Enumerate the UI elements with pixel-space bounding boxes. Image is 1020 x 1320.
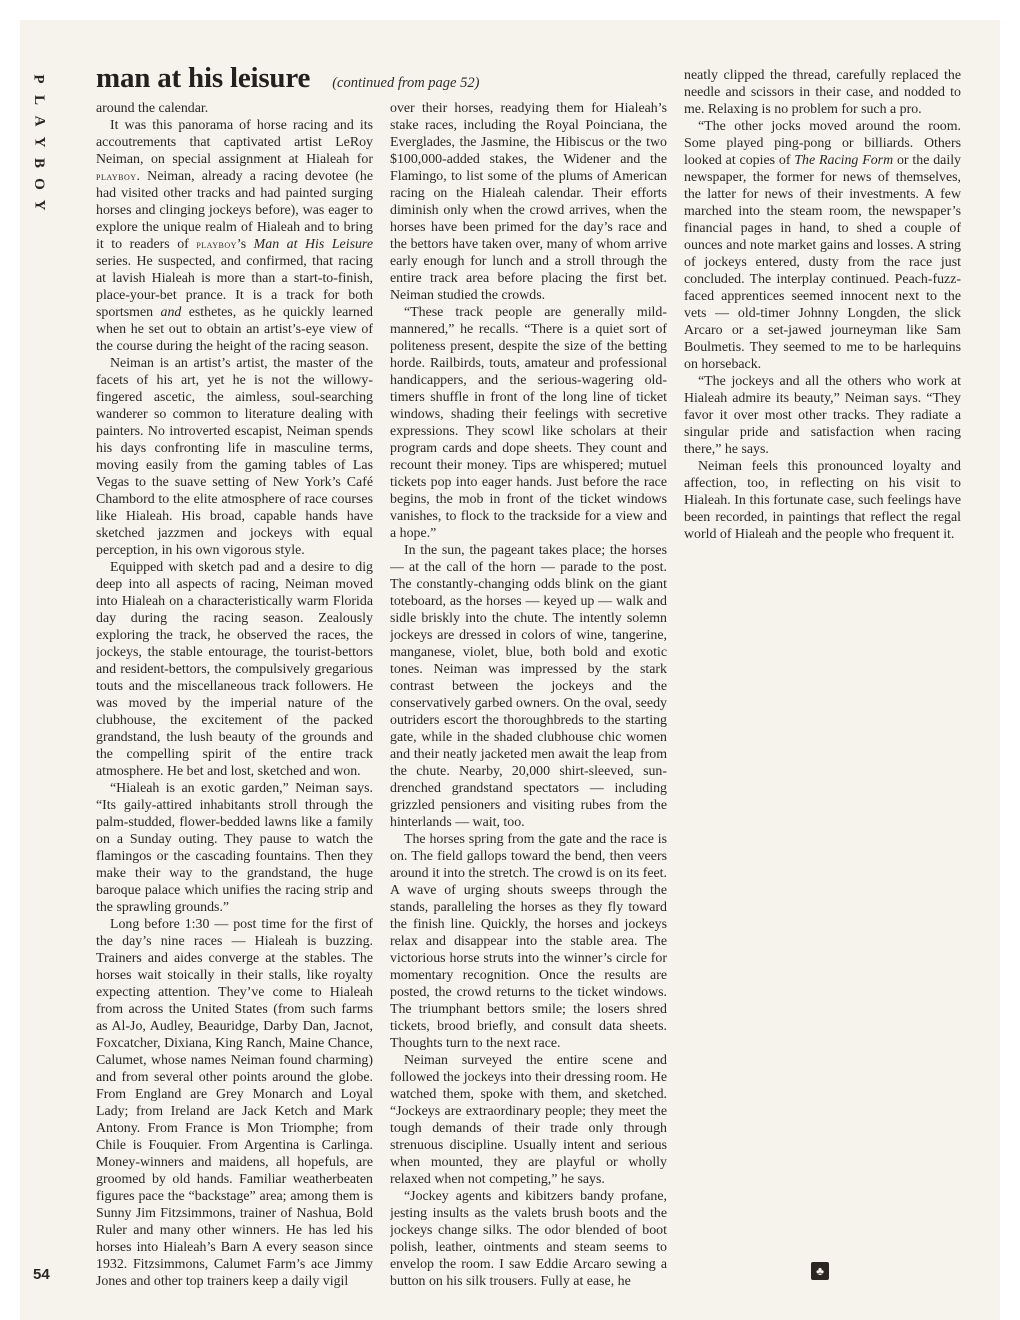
text-run: series. He suspected, and confirmed, that racing at lavish Hialeah is more than a start-to-finish, place-your-bet prance. It is a track for both sportsmen xyxy=(96,254,373,320)
text-run: ’s xyxy=(236,237,254,252)
text-run: “Hialeah is an exotic garden,” Neiman says. “Its gaily-attired inhabitants stroll through the palm-studded, flower-bedded lawns like a family on a Sunday outing. They pause to watch the flamingos or the cascading fountains. Then they make their way to the grandstand, the huge baroque palace which unifies the racing strip and the sprawling grounds.” xyxy=(96,781,373,915)
text-run: “These track people are generally mild-mannered,” he recalls. “There is a quiet sort of politeness present, despite the size of the betting horde. Railbirds, touts, amateur and professional handicappers, and the serious-wagering old-timers shuffle in front of the long line of ticket windows, shading their feelings with secretive expressions. They scowl like scholars at their program cards and dope sheets. They count and recount their money. Tips are whispered; mutuel tickets pop into eager hands. Just before the race begins, the mob in front of the ticket windows vanishes, to flock to the trackside for a view and a hope.” xyxy=(390,305,667,541)
paragraph xyxy=(390,1188,667,1290)
magazine-name-vertical xyxy=(28,72,50,212)
article-title: man at his leisure xyxy=(96,62,311,94)
text-run: Equipped with sketch pad and a desire to dig deep into all aspects of racing, Neiman moved into Hialeah on a characteristically warm Florida day during the racing season. Zealously exploring the track, he observed the races, the jockeys, the stable entourage, the tourist-bettors and resident-bettors, the compulsively gregarious touts and the miscellaneous track followers. He was moved by the imperial nature of the clubhouse, the excitement of the packed grandstand, the lush beauty of the grounds and the compelling spirit of the entire track atmosphere. He bet and lost, sketched and won. xyxy=(96,560,373,779)
page-number: 54 xyxy=(33,1266,50,1283)
paragraph xyxy=(390,1052,667,1188)
continued-note: (continued from page 52) xyxy=(332,75,480,91)
paragraph xyxy=(96,100,373,117)
paragraph xyxy=(390,542,667,831)
paragraph xyxy=(684,373,961,458)
paragraph xyxy=(390,831,667,1052)
magazine-name-inline: playboy xyxy=(96,169,137,183)
text-run: over their horses, readying them for Hialeah’s stake races, including the Royal Poinciana, the Everglades, the Jasmine, the Hibiscus or the two $100,000-added stakes, the Widener and the Flamingo, to list some of the plums of American racing on the Hialeah calendar. Their efforts diminish only when the crowd arrives, when the horses have been primed for the day’s race and the bettors have taken over, many of whom arrive early enough for lunch and a stroll through the entire track area before placing the first bet. Neiman studied the crowds. xyxy=(390,101,667,303)
text-run: “Jockey agents and kibitzers bandy profane, jesting insults as the valets brush boots and the jockeys change silks. The odor blended of boot polish, leather, ointments and steam seems to envelop the room. I saw Eddie Arcaro sewing a button on his silk trousers. Fully at ease, he xyxy=(390,1189,667,1289)
text-column-2 xyxy=(390,100,667,1290)
magazine-name-letter: B xyxy=(30,157,47,169)
text-run: or the daily newspaper, the former for news of themselves, the latter for news of their investments. A few marched into the steam room, the newspaper’s financial pages in hand, to shed a couple of ounces and note market gains and losses. A string of jockeys entered, dusty from the race just concluded. The interplay continued. Peach-fuzz-faced apprentices seemed innocent next to the vets — old-timer Johnny Longden, the slick Arcaro or a set-jawed journeyman like Sam Boulmetis. They seemed to me to be harlequins on horseback. xyxy=(684,153,961,372)
text-run: Neiman is an artist’s artist, the master of the facets of his art, yet he is not the willowy-fingered ascetic, the aimless, soul-searching wanderer so common to literature dealing with painters. No introverted escapist, Neiman spends his days confronting life in masculine terms, moving easily from the gaming tables of Las Vegas to the suave setting of New York’s Café Chambord to the elite atmosphere of race courses like Hialeah. His broad, capable hands have sketched jazzmen and jockeys with equal perception, in his own vigorous style. xyxy=(96,356,373,558)
paragraph xyxy=(684,118,961,373)
italic-title: and xyxy=(160,305,182,320)
paragraph xyxy=(684,458,961,543)
paragraph xyxy=(390,100,667,304)
text-run: neatly clipped the thread, carefully replaced the needle and scissors in their case, and nodded to me. Relaxing is no problem for such a pro. xyxy=(684,68,961,117)
text-run: Neiman feels this pronounced loyalty and affection, too, in reflecting on his visit to Hialeah. In this fortunate case, such feelings have been recorded, in paintings that reflect the regal world of Hialeah and the people who frequent it. xyxy=(684,459,961,542)
paragraph xyxy=(96,355,373,559)
magazine-name-letter: A xyxy=(31,115,47,127)
text-column-1 xyxy=(96,100,373,1290)
magazine-name-letter: L xyxy=(30,94,47,106)
rabbit-end-mark-icon: ♣ xyxy=(811,1262,829,1280)
text-run: “The other jocks moved around the room. Some played ping-pong or billiards. Others looked at copies of xyxy=(684,119,961,168)
paragraph xyxy=(96,916,373,1290)
italic-title: The Racing Form xyxy=(794,153,894,168)
magazine-name-letter: P xyxy=(30,74,47,84)
text-run: The horses spring from the gate and the race is on. The field gallops toward the bend, then veers around it into the stretch. The crowd is on its feet. A wave of urging shouts sweeps through the stands, paralleling the horses as they fly toward the finish line. Quickly, the horses and jockeys relax and disappear into the stable area. The victorious horse struts into the winner’s circle for momentary recognition. Once the results are posted, the crowd returns to the ticket windows. The triumphant bettors smile; the losers shred tickets, brood briefly, and consult data sheets. Thoughts turn to the next race. xyxy=(390,832,667,1051)
text-column-3 xyxy=(684,67,961,1257)
article-headline xyxy=(96,62,656,102)
paragraph xyxy=(684,67,961,118)
magazine-name-letter: Y xyxy=(31,136,47,148)
paragraph xyxy=(390,304,667,542)
text-run: esthetes, as he quickly learned when he set out to obtain an artist’s-eye view of the course during the height of the racing season. xyxy=(96,305,373,354)
magazine-name-inline: playboy xyxy=(196,237,237,251)
paragraph xyxy=(96,117,373,355)
text-run: “The jockeys and all the others who work at Hialeah admire its beauty,” Neiman says. “They favor it over most other tracks. They radiate a singular pride and satisfaction when racing there,” he says. xyxy=(684,374,961,457)
text-run: around the calendar. xyxy=(96,101,209,116)
paragraph xyxy=(96,559,373,780)
italic-title: Man at His Leisure xyxy=(253,237,373,252)
paragraph xyxy=(96,780,373,916)
text-run: It was this panorama of horse racing and its accoutrements that captivated artist LeRoy Neiman, on special assignment at Hialeah for xyxy=(96,118,373,167)
text-run: Long before 1:30 — post time for the first of the day’s nine races — Hialeah is buzzing. Trainers and aides converge at the stables. The horses wait stoically in their stalls, like royalty expecting attention. They’ve come to Hialeah from across the United States (from such farms as Al-Jo, Audley, Beauridge, Darby Dan, Jacnot, Foxcatcher, Dixiana, King Ranch, Maine Chance, Calumet, whose names Neiman found charming) and from several other points around the globe. From England are Grey Monarch and Loyal Lady; from Ireland are Jack Ketch and Mark Antony. From France is Mon Triomphe; from Chile is Fouquier. From Argentina is Carlinga. Money-winners and maidens, all hopefuls, are groomed by old hands. Familiar weatherbeaten figures pace the “backstage” area; among them is Sunny Jim Fitzsimmons, trainer of Nashua, Bold Ruler and many other winners. He has led his horses into Hialeah’s Barn A every season since 1932. Fitzsimmons, Calumet Farm’s ace Jimmy Jones and other top trainers keep a daily vigil xyxy=(96,917,373,1289)
text-run: In the sun, the pageant takes place; the horses — at the call of the horn — parade to the post. The constantly-changing odds blink on the giant toteboard, as the horses — keyed up — walk and sidle briskly into the chute. The intently solemn jockeys are dressed in colors of wine, tangerine, manganese, violet, blue, both bold and exotic tones. Neiman was impressed by the stark contrast between the jockeys and the conservatively garbed owners. On the oval, seedy outriders escort the thoroughbreds to the starting gate, while in the shaded clubhouse chic women and their neatly jacketed men await the leap from the chute. Nearby, 20,000 shirt-sleeved, sun-drenched grandstand spectators — including grizzled pensioners and visiting rubes from the hinterlands — wait, too. xyxy=(390,543,667,830)
magazine-name-letter: Y xyxy=(31,199,47,211)
text-run: Neiman surveyed the entire scene and followed the jockeys into their dressing room. He watched them, spoke with them, and sketched. “Jockeys are extraordinary people; they meet the tough demands of their trade only through strenuous discipline. Usually intent and serious when mounted, they are playful or wholly relaxed when not competing,” he says. xyxy=(390,1053,667,1187)
text-run: . Neiman, already a racing devotee (he had visited other tracks and had painted surging horses and clinging jockeys before), was eager to explore the unique realm of Hialeah and to bring it to readers of xyxy=(96,169,373,252)
magazine-name-letter: O xyxy=(30,178,47,190)
